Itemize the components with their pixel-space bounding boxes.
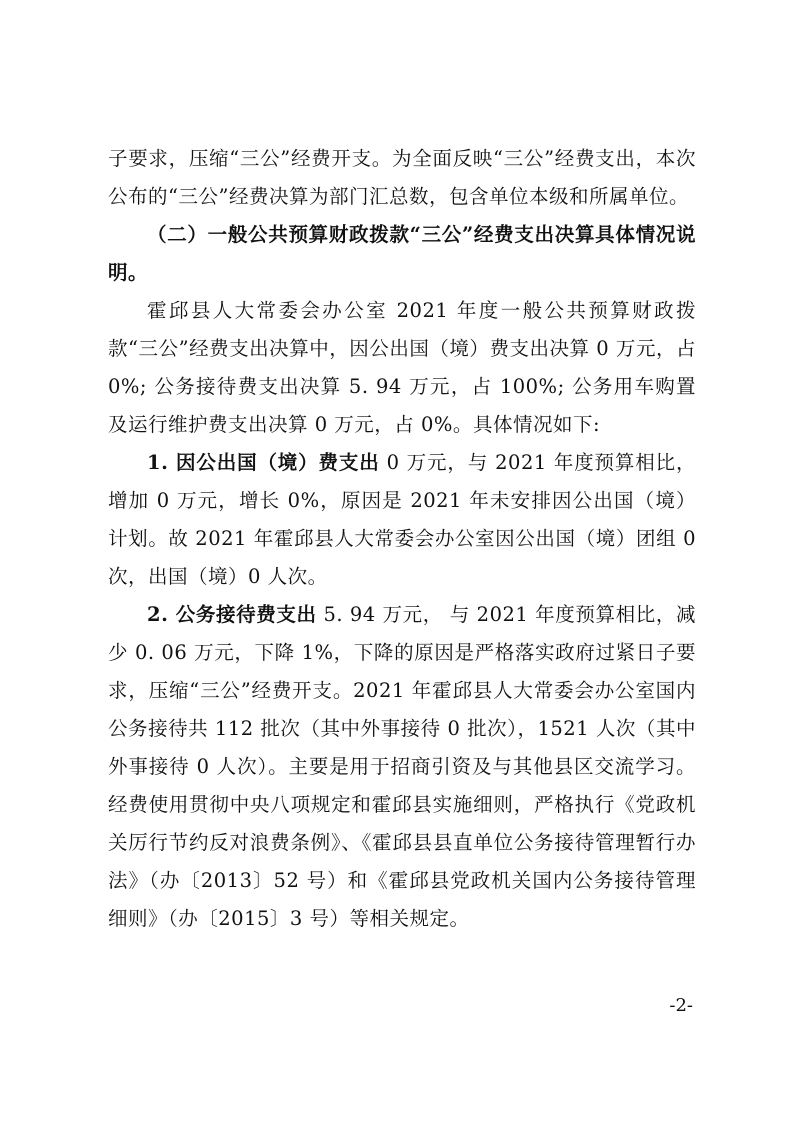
paragraph-overseas-travel xyxy=(108,444,696,596)
paragraph-reception xyxy=(108,596,696,938)
paragraph-text-overseas-travel: 0 万元，与 2021 年度预算相比，增加 0 万元，增长 0%，原因是 2021 年未安排因公出国（境） 计划。故 2021 年霍邱县人大常委会办公室因公出国（境）团组 0 次，出国（境）0 人次。 xyxy=(108,451,697,588)
document-body xyxy=(108,140,696,938)
paragraph-lead-overseas-travel: 1. 因公出国（境）费支出 xyxy=(147,451,380,474)
paragraph-summary: 霍邱县人大常委会办公室 2021 年度一般公共预算财政拨款“三公”经费支出决算中，因公出国（境）费支出决算 0 万元，占 0%; 公务接待费支出决算 5. 94 万元，占 100%; 公务用车购置及运行维护费支出决算 0 万元，占 0%。具体情况如下: xyxy=(108,299,696,436)
paragraph-intro: 子要求，压缩“三公”经费开支。为全面反映“三公”经费支出，本次公布的“三公”经费决算为部门汇总数，包含单位本级和所属单位。 xyxy=(108,147,696,208)
paragraph-lead-reception: 2. 公务接待费支出 xyxy=(147,603,317,626)
section-heading: （二）一般公共预算财政拨款“三公”经费支出决算具体情况说明。 xyxy=(108,223,696,284)
paragraph-text-reception: 5. 94 万元， 与 2021 年度预算相比，减少 0. 06 万元，下降 1%，下降的原因是严格落实政府过紧日子要求，压缩“三公”经费开支。2021 年霍邱县人大常委会办公室国内公务接待共 112 批次（其中外事接待 0 批次），1521 人次（其中外事接待 0 人次）。主要是用于招商引资及与其他县区交流学习。经费使用贯彻中央八项规定和霍邱县实施细则，严格执行《党政机关厉行节约反对浪费条例》、《霍邱县县直单位公务接待管理暂行办法》（办〔2013〕52 号）和《霍邱县党政机关国内公务接待管理细则》（办〔2015〕3 号）等相关规定。 xyxy=(108,603,696,930)
page-number: -2- xyxy=(669,995,693,1016)
